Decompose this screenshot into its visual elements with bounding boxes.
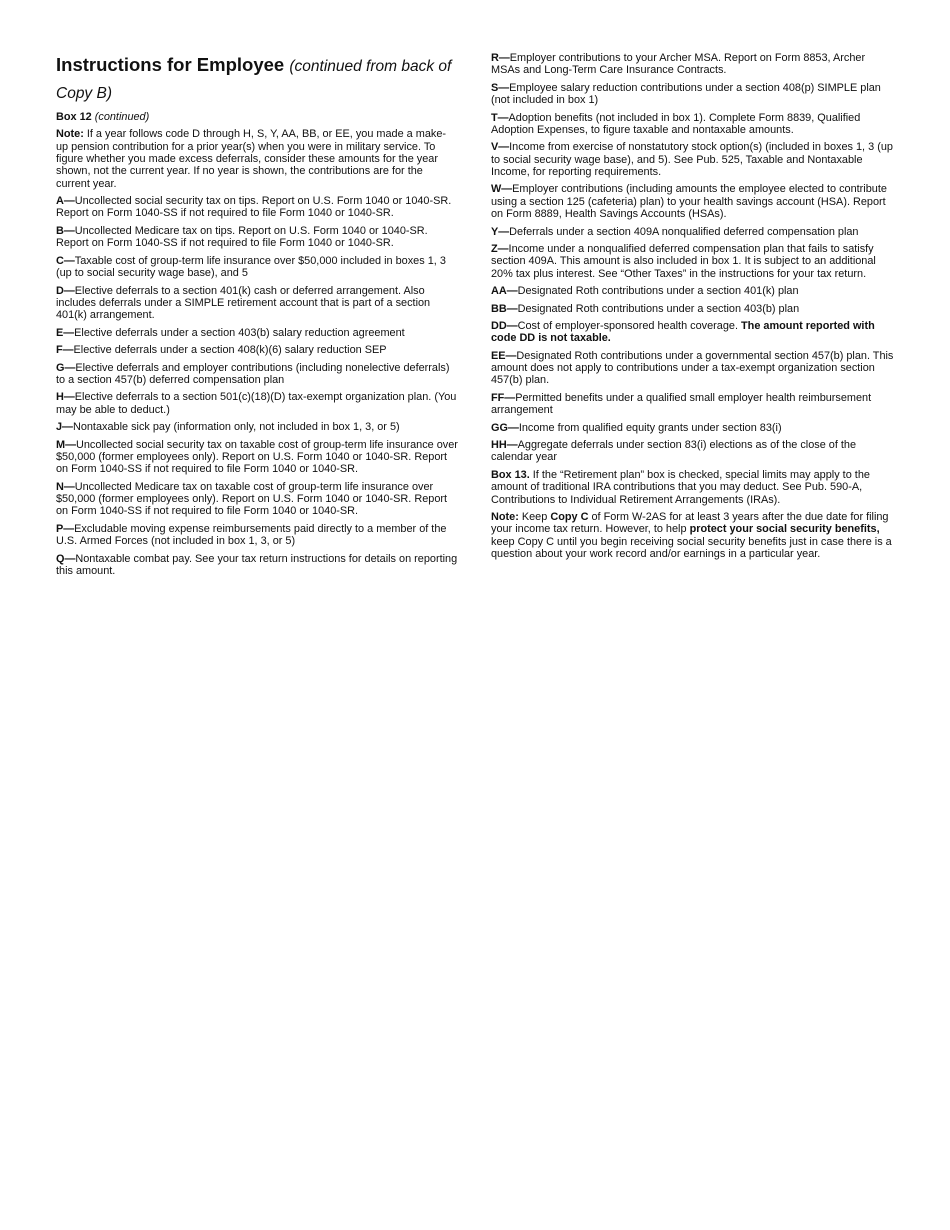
box13-paragraph: Box 13. If the “Retirement plan” box is checked, special limits may apply to the amount of traditional IRA contributions that you may deduct. See Pub. 590-A, Contributions to Individual Retirement Arrangements (IRAs).: [491, 468, 870, 506]
code-a: A—Uncollected social security tax on tips. Report on U.S. Form 1040 or 1040-SR. Report on Form 1040-SS if not required to file Form 1040 or 1040-SR.: [56, 195, 452, 220]
code-p: P—Excludable moving expense reimbursements paid directly to a member of the U.S. Armed Forces (not included in box 1, 3, or 5): [56, 522, 447, 548]
right-column: [491, 52, 895, 565]
box12-heading: Box 12 (continued): [56, 111, 150, 123]
code-ff: FF—Permitted benefits under a qualified small employer health reimbursement arrangement: [491, 391, 872, 417]
code-z: Z—Income under a nonqualified deferred compensation plan that fails to satisfy section 409A. This amount is also included in box 1. It is subject to an additional 20% tax plus interest. See “Other Taxes” in the instructions for your tax return.: [491, 242, 876, 280]
code-h: H—Elective deferrals to a section 501(c)(18)(D) tax-exempt organization plan. (You may be able to deduct.): [56, 391, 457, 416]
code-r: R—Employer contributions to your Archer MSA. Report on Form 8853, Archer MSAs and Long-Term Care Insurance Contracts.: [491, 52, 866, 77]
code-dd: DD—Cost of employer-sponsored health coverage. The amount reported with code DD is not taxable.: [491, 320, 875, 345]
page-title: Instructions for Employee (continued from back of Copy B): [56, 54, 452, 102]
code-e: E—Elective deferrals under a section 403(b) salary reduction agreement: [56, 326, 405, 339]
code-g: G—Elective deferrals and employer contributions (including nonelective deferrals) to a section 457(b) deferred compensation plan: [56, 361, 450, 386]
code-j: J—Nontaxable sick pay (information only, not included in box 1, 3, or 5): [56, 421, 400, 434]
code-c: C—Taxable cost of group-term life insurance over $50,000 included in boxes 1, 3 (up to social security wage base), and 5: [56, 254, 446, 280]
code-hh: HH—Aggregate deferrals under section 83(i) elections as of the close of the calendar year: [491, 439, 857, 464]
code-w: W—Employer contributions (including amounts the employee elected to contribute using a section 125 (cafeteria) plan) to your health savings account (HSA). Report on Form 8889, Health Savings Accounts (HSAs).: [491, 183, 887, 221]
code-y: Y—Deferrals under a section 409A nonqualified deferred compensation plan: [491, 225, 859, 238]
code-f: F—Elective deferrals under a section 408(k)(6) salary reduction SEP: [56, 344, 387, 357]
code-aa: AA—Designated Roth contributions under a section 401(k) plan: [491, 285, 799, 298]
left-column: [56, 52, 458, 582]
code-v: V—Income from exercise of nonstatutory stock option(s) (included in boxes 1, 3 (up to social security wage base), and 5). See Pub. 525, Taxable and Nontaxable Income, for reporting requirements.: [491, 141, 893, 178]
code-s: S—Employee salary reduction contributions under a section 408(p) SIMPLE plan (not included in box 1): [491, 81, 881, 107]
code-b: B—Uncollected Medicare tax on tips. Report on U.S. Form 1040 or 1040-SR. Report on Form 1040-SS if not required to file Form 1040 or 1040-SR.: [56, 224, 428, 250]
box12-note: Note: If a year follows code D through H, S, Y, AA, BB, or EE, you made a make-up pension contribution for a prior year(s) when you were in military service. To figure whether you made excess deferrals, consider these amounts for the year shown, not the current year. If no year is shown, the contributions are for the current year.: [56, 128, 447, 190]
code-t: T—Adoption benefits (not included in box 1). Complete Form 8839, Qualified Adoption Expenses, to figure taxable and nontaxable amounts.: [491, 111, 861, 136]
copy-c-note: Note: Keep Copy C of Form W-2AS for at least 3 years after the due date for filing your income tax return. However, to help protect your social security benefits, keep Copy C until you begin receiving social security benefits just in case there is a question about your work record and/or earnings in a particular year.: [491, 511, 892, 560]
code-ee: EE—Designated Roth contributions under a governmental section 457(b) plan. This amount does not apply to contributions under a tax-exempt organization section 457(b) plan.: [491, 349, 894, 387]
code-bb: BB—Designated Roth contributions under a section 403(b) plan: [491, 302, 800, 315]
code-q: Q—Nontaxable combat pay. See your tax return instructions for details on reporting this amount.: [56, 552, 458, 577]
code-d: D—Elective deferrals to a section 401(k) cash or deferred arrangement. Also includes deferrals under a SIMPLE retirement account that is part of a section 401(k) arrangement.: [56, 284, 431, 322]
code-gg: GG—Income from qualified equity grants under section 83(i): [491, 421, 782, 434]
code-m: M—Uncollected social security tax on taxable cost of group-term life insurance over $50,000 (former employees only). Report on U.S. Form 1040 or 1040-SR. Report on Form 1040-SS if not required to file Form 1040 or 1040-SR.: [56, 438, 458, 476]
code-n: N—Uncollected Medicare tax on taxable cost of group-term life insurance over $50,000 (former employees only). Report on U.S. Form 1040 or 1040-SR. Report on Form 1040-SS if not required to file Form 1040 or 1040-SR.: [56, 480, 448, 518]
